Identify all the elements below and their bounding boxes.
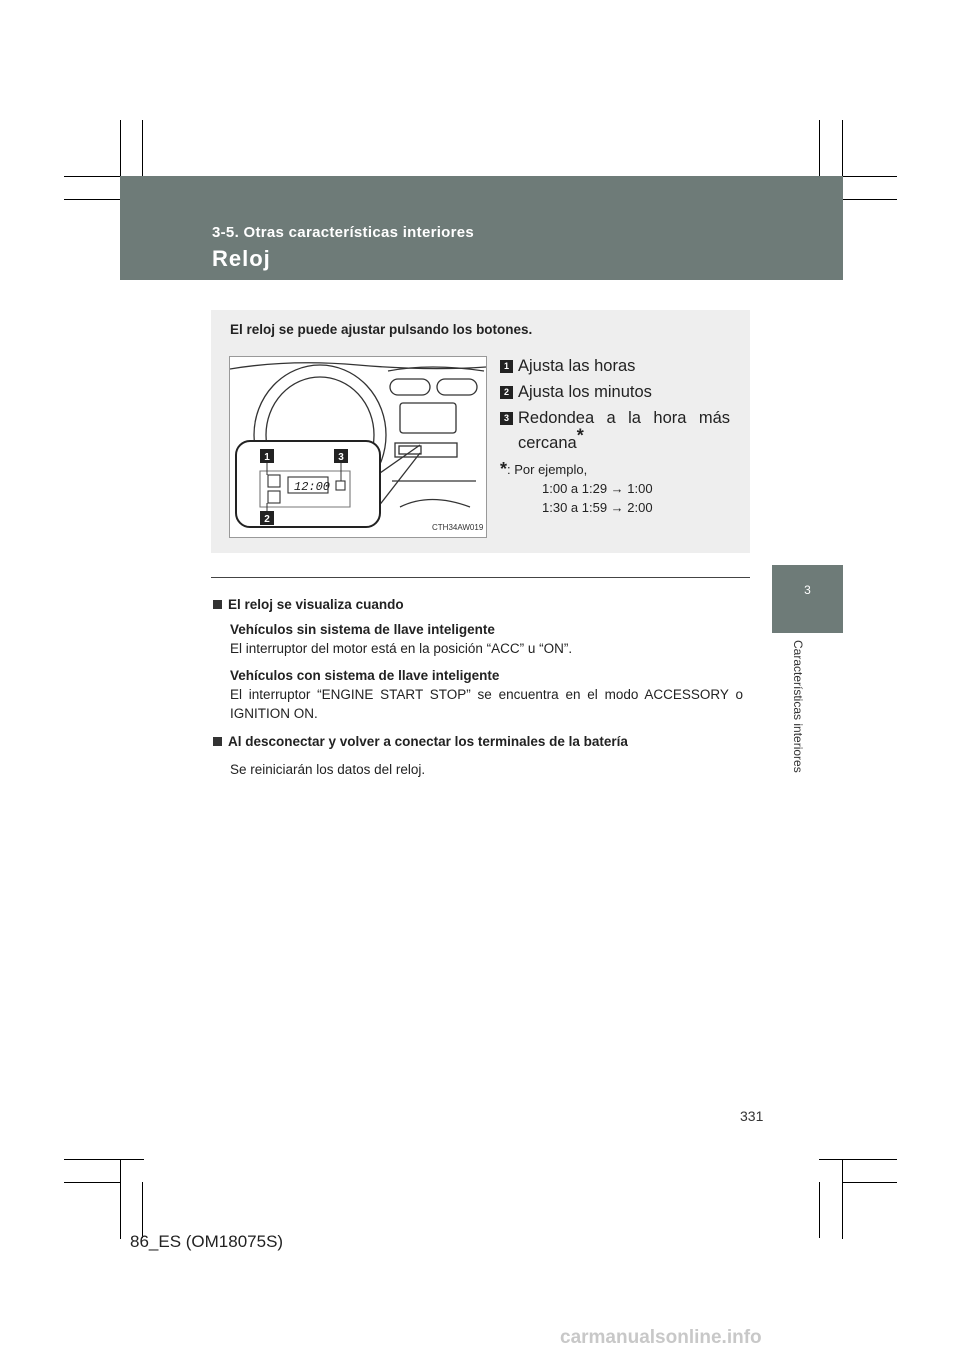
asterisk-mark: *	[576, 425, 584, 446]
legend-badge-3: 3	[500, 412, 513, 425]
clock-display-text: 12:00	[294, 480, 331, 494]
legend-text-1: Ajusta las horas	[518, 357, 636, 375]
info-box	[211, 310, 750, 553]
legend-item-1	[500, 354, 730, 379]
callout-2: 2	[264, 514, 270, 525]
crop-mark	[843, 1182, 897, 1183]
crop-mark	[64, 1159, 144, 1160]
page-title: Reloj	[212, 246, 271, 271]
section-1-block-2-title: Vehículos con sistema de llave inteligente	[230, 668, 500, 683]
crop-mark	[819, 1182, 820, 1238]
footnote-example-1: 1:00 a 1:29 → 1:00	[542, 481, 653, 496]
footnote-example-2: 1:30 a 1:59 → 2:00	[542, 500, 653, 515]
figure-code: CTH34AW019	[432, 523, 484, 532]
watermark: carmanualsonline.info	[560, 1327, 762, 1348]
crop-mark	[843, 176, 897, 177]
legend-badge-2: 2	[500, 386, 513, 399]
chapter-side-label	[772, 640, 820, 800]
section-1-block-2-text: El interruptor “ENGINE START STOP” se encuentra en el modo ACCESSORY o IGNITION ON.	[230, 687, 743, 721]
crop-mark	[120, 1159, 121, 1239]
body-content	[213, 595, 743, 779]
chapter-tab	[772, 565, 843, 633]
dashboard-illustration	[229, 356, 487, 538]
callout-1: 1	[264, 452, 270, 463]
page-number: 331	[740, 1108, 764, 1124]
divider	[211, 577, 750, 578]
dashboard-drawing	[230, 357, 486, 537]
section-1-block-1-text: El interruptor del motor está en la posición “ACC” u “ON”.	[230, 641, 573, 656]
section-heading-2	[213, 732, 743, 751]
crop-mark	[842, 1159, 843, 1239]
chapter-number: 3	[804, 583, 811, 597]
crop-mark	[120, 120, 121, 176]
legend-text-2: Ajusta los minutos	[518, 383, 652, 401]
legend-text-3: Redondea a la hora más cercana	[518, 409, 730, 452]
chapter-label-text: Características interiores	[791, 640, 805, 773]
legend-item-3	[500, 406, 730, 456]
crop-mark	[64, 1182, 120, 1183]
callout-3: 3	[338, 452, 344, 463]
button-legend	[500, 354, 730, 456]
chapter-header	[120, 176, 843, 280]
footnote-lead: : Por ejemplo,	[507, 462, 588, 477]
legend-badge-1: 1	[500, 360, 513, 373]
section-2-text: Se reiniciarán los datos del reloj.	[230, 762, 426, 777]
section-title: 3-5. Otras características interiores	[212, 224, 475, 241]
crop-mark	[142, 1182, 143, 1238]
bullet-square-icon	[213, 600, 222, 609]
manual-code: 86_ES (OM18075S)	[130, 1232, 284, 1251]
crop-mark	[64, 176, 120, 177]
section-heading-1-text: El reloj se visualiza cuando	[228, 597, 404, 612]
section-1-block-1	[213, 620, 743, 658]
crop-mark	[842, 120, 843, 176]
crop-mark	[819, 1159, 897, 1160]
bullet-square-icon	[213, 737, 222, 746]
section-heading-2-text: Al desconectar y volver a conectar los terminales de la batería	[228, 734, 628, 749]
section-1-block-2	[213, 666, 743, 723]
legend-item-2	[500, 380, 730, 405]
footnote	[500, 460, 730, 517]
info-intro: El reloj se puede ajustar pulsando los botones.	[230, 322, 533, 337]
section-1-block-1-title: Vehículos sin sistema de llave inteligente	[230, 622, 495, 637]
footnote-star: *	[500, 459, 508, 479]
section-heading-1	[213, 595, 743, 614]
